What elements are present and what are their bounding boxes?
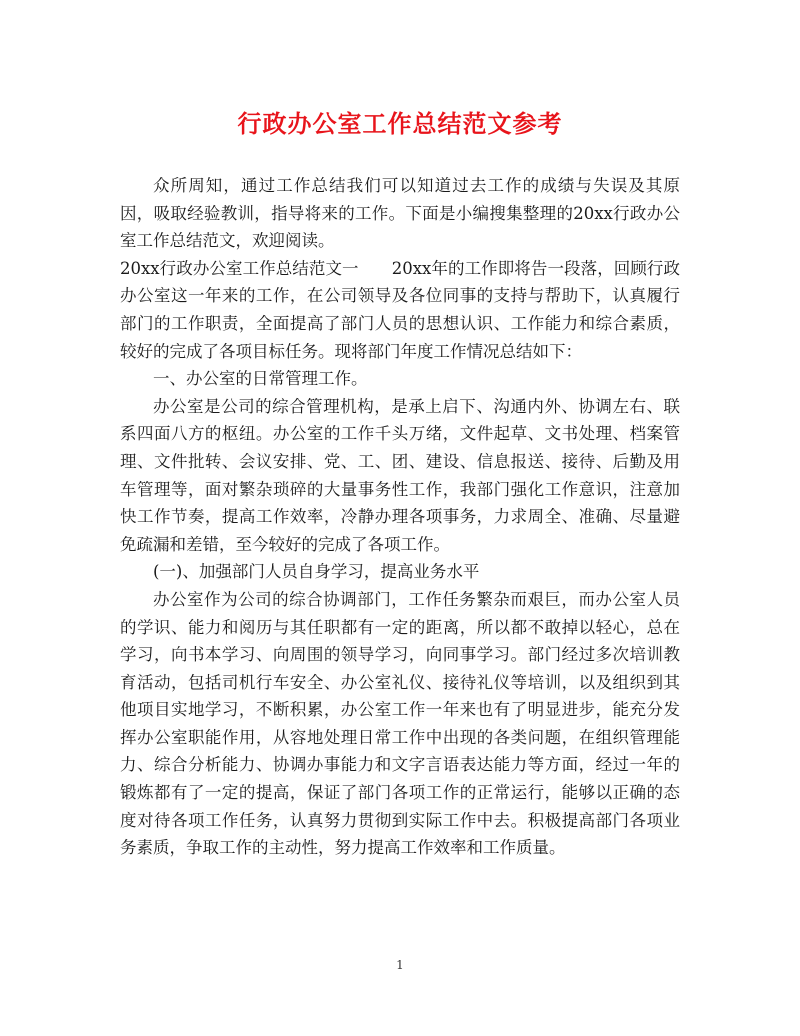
- body-paragraph-1: 办公室是公司的综合管理机构，是承上启下、沟通内外、协调左右、联系四面八方的枢纽。办公室的工作千头万绪，文件起草、文书处理、档案管理、文件批转、会议安排、党、工、团、建设、信息报送、接待、后勤及用车管理等，面对繁杂琐碎的大量事务性工作，我部门强化工作意识，注意加快工作节奏，提高工作效率，冷静办理各项事务，力求周全、准确、尽量避免疏漏和差错，至今较好的完成了各项工作。: [120, 396, 680, 554]
- section-opening-paragraph: 20xx行政办公室工作总结范文一 20xx年的工作即将告一段落，回顾行政办公室这一年来的工作，在公司领导及各位同事的支持与帮助下，认真履行部门的工作职责，全面提高了部门人员的思想认识、工作能力和综合素质，较好的完成了各项目标任务。现将部门年度工作情况总结如下：: [120, 258, 680, 361]
- section-heading-1: 一、办公室的日常管理工作。: [153, 369, 368, 389]
- subsection-heading-1: (一)、加强部门人员自身学习，提高业务水平: [153, 562, 480, 582]
- document-body: [120, 172, 680, 862]
- body-paragraph-2: 办公室作为公司的综合协调部门，工作任务繁杂而艰巨，而办公室人员的学识、能力和阅历与其任职都有一定的距离，所以都不敢掉以轻心，总在学习，向书本学习、向周围的领导学习，向同事学习。部门经过多次培训教育活动，包括司机行车安全、办公室礼仪、接待礼仪等培训，以及组织到其他项目实地学习，不断积累，办公室工作一年来也有了明显进步，能充分发挥办公室职能作用，从容地处理日常工作中出现的各类问题，在组织管理能力、综合分析能力、协调办事能力和文字言语表达能力等方面，经过一年的锻炼都有了一定的提高，保证了部门各项工作的正常运行，能够以正确的态度对待各项工作任务，认真努力贯彻到实际工作中去。积极提高部门各项业务素质，争取工作的主动性，努力提高工作效率和工作质量。: [120, 589, 680, 858]
- page-number: 1: [396, 958, 404, 972]
- document-title: 行政办公室工作总结范文参考: [237, 109, 563, 138]
- intro-paragraph: 众所周知，通过工作总结我们可以知道过去工作的成绩与失误及其原因，吸取经验教训，指导将来的工作。下面是小编搜集整理的20xx行政办公室工作总结范文，欢迎阅读。: [120, 176, 680, 251]
